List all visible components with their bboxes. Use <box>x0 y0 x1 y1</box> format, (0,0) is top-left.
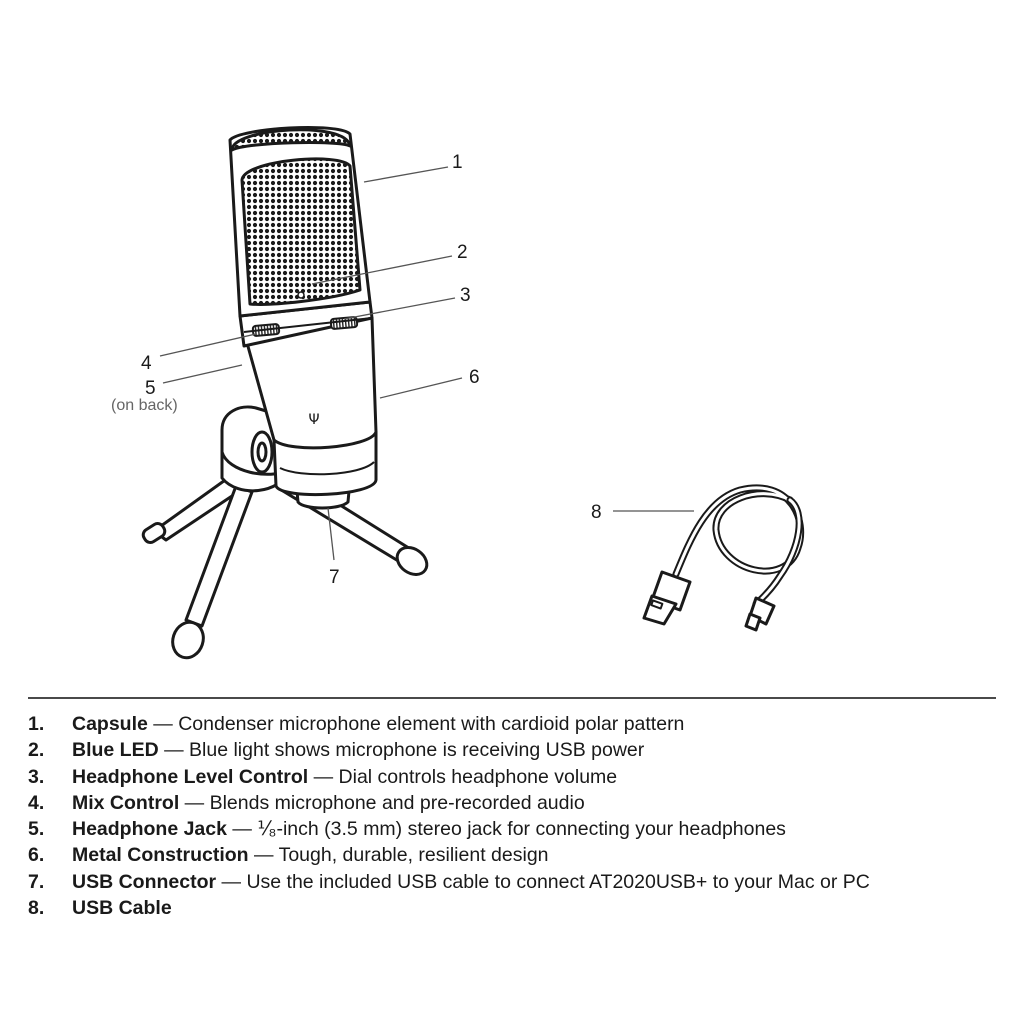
callout-7: 7 <box>329 567 340 588</box>
legend-item: 8. USB Cable <box>28 897 172 920</box>
callout-5: 5 <box>145 378 156 399</box>
legend-item: 6. Metal Construction — Tough, durable, resilient design <box>28 844 549 867</box>
callout-5-note: (on back) <box>111 397 178 414</box>
divider <box>28 697 996 699</box>
legend-item: 5. Headphone Jack — ⅟₈-inch (3.5 mm) stereo jack for connecting your headphones <box>28 818 786 841</box>
legend-item: 1. Capsule — Condenser microphone element with cardioid polar pattern <box>28 713 685 735</box>
legend-item: 2. Blue LED — Blue light shows microphone is receiving USB power <box>28 739 645 762</box>
usb-cable-icon <box>644 488 801 630</box>
legend-item: 4. Mix Control — Blends microphone and pre-recorded audio <box>28 791 585 814</box>
legend-item: 7. USB Connector — Use the included USB cable to connect AT2020USB+ to your Mac or PC <box>28 870 870 893</box>
callout-1: 1 <box>452 152 463 173</box>
usb-symbol: Ψ <box>308 412 320 428</box>
callout-2: 2 <box>457 242 468 263</box>
parts-legend <box>28 711 988 921</box>
callout-4: 4 <box>141 353 152 374</box>
callout-3: 3 <box>460 285 471 306</box>
callout-6: 6 <box>469 367 480 388</box>
legend-item: 3. Headphone Level Control — Dial controls headphone volume <box>28 765 618 788</box>
callout-8: 8 <box>591 502 602 523</box>
